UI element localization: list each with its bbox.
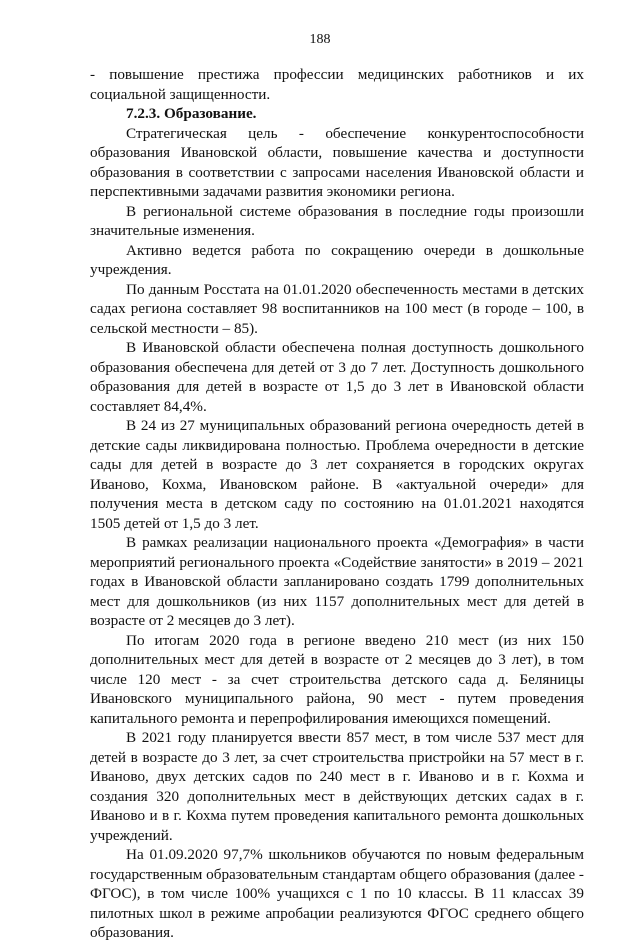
paragraph-changes: В региональной системе образования в последние годы произошли значительные изменения. xyxy=(90,202,584,239)
paragraph-intro: - повышение престижа профессии медицинских работников и их социальной защищенности. xyxy=(90,66,584,103)
paragraph-queue-work: Активно ведется работа по сокращению очереди в дошкольные учреждения. xyxy=(90,241,584,278)
paragraph-2021-plan: В 2021 году планируется ввести 857 мест, в том числе 537 мест для детей в возрасте до 3 лет, за счет строительства пристройки на 57 мест в г. Иваново, двух детских садов по 240 мест в г. Иваново и в г. Кохма и создания 320 дополнительных мест в действующих детских садах в г. Иваново и в г. Кохма путем проведения капитального ремонта дошкольных учреждений. xyxy=(90,729,584,844)
paragraph-2020-results: По итогам 2020 года в регионе введено 210 мест (из них 150 дополнительных мест для детей в возрасте от 2 месяцев до 3 лет), в том числе 120 мест - за счет строительства детского сада д. Беляницы Ивановского муниципального района, 90 мест - путем проведения капитального ремонта и перепрофилирования имеющихся помещений. xyxy=(90,631,584,727)
paragraph-rosstat: По данным Росстата на 01.01.2020 обеспеченность местами в детских садах региона составляет 98 воспитанников на 100 мест (в городе – 100, в сельской местности – 85). xyxy=(90,280,584,337)
document-body xyxy=(90,65,584,943)
paragraph-municipalities: В 24 из 27 муниципальных образований региона очередность детей в детские сады ликвидирована полностью. Проблема очередности в детские сады для детей в возрасте до 3 лет сохраняется в городских округах Иваново, Кохма, Ивановском районе. В «актуальной очереди» для получения места в детском саду по состоянию на 01.01.2021 находятся 1505 детей от 1,5 до 3 лет. xyxy=(90,417,584,532)
paragraph-availability: В Ивановской области обеспечена полная доступность дошкольного образования обеспечена для детей от 3 до 7 лет. Доступность дошкольного образования для детей в возрасте от 1,5 до 3 лет в Ивановской области составляет 84,4%. xyxy=(90,339,584,415)
paragraph-fgos: На 01.09.2020 97,7% школьников обучаются по новым федеральным государственным образовательным стандартам общего образования (далее - ФГОС), в том числе 100% учащихся с 1 по 10 классы. В 11 классах 39 пилотных школ в режиме апробации реализуются ФГОС среднего общего образования. xyxy=(90,846,584,941)
section-heading: 7.2.3. Образование. xyxy=(126,105,257,122)
paragraph-demography: В рамках реализации национального проекта «Демография» в части мероприятий регионального проекта «Содействие занятости» в 2019 – 2021 годах в Ивановской области запланировано создать 1799 дополнительных мест для дошкольников (из них 1157 дополнительных мест для детей в возрасте от 2 месяцев до 3 лет). xyxy=(90,534,584,629)
paragraph-strategic-goal: Стратегическая цель - обеспечение конкурентоспособности образования Ивановской области, повышение качества и доступности образования в соответствии с запросами населения Ивановской области и перспективными задачами развития экономики региона. xyxy=(90,124,584,200)
page-number: 188 xyxy=(309,32,331,47)
